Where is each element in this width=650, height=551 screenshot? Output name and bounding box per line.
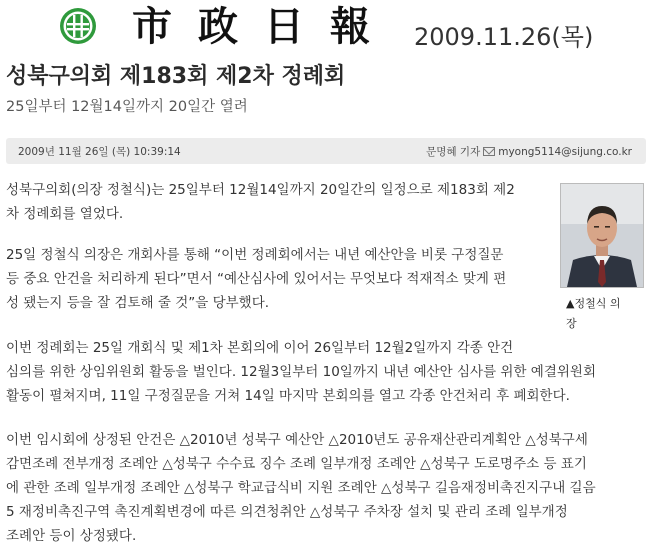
author-email[interactable]: myong5114@sijung.co.kr [498, 145, 632, 158]
paragraph-line: 차 정례회를 열었다. [6, 206, 124, 222]
portrait-illustration [561, 184, 643, 287]
article-subhead: 25일부터 12월14일까지 20일간 열려 [6, 99, 248, 115]
paragraph-line: 감면조례 전부개정 조례안 △성북구 수수료 징수 조례 일부개정 조례안 △성북구 도로명주소 등 표기 [6, 456, 587, 472]
article-dateline: 2009년 11월 26일 (목) 10:39:14 [18, 146, 181, 158]
paragraph-line: 이번 임시회에 상정된 안건은 △2010년 성북구 예산안 △2010년도 공유재산관리계획안 △성북구세 [6, 432, 588, 448]
paragraph-line: 등 중요 안건을 처리하게 된다”면서 “예산심사에 있어서는 무엇보다 적재적소 맞게 편 [6, 271, 507, 287]
paragraph-line: 성 됐는지 등을 잘 검토해 줄 것”을 당부했다. [6, 295, 270, 311]
paragraph-line: 활동이 펼쳐지며, 11일 구정질문을 거쳐 14일 마지막 본회의를 열고 각종 안건처리 후 폐회한다. [6, 388, 570, 404]
issue-date: 2009.11.26(목) [414, 23, 594, 51]
mail-icon[interactable] [483, 147, 495, 156]
paragraph-3 [6, 336, 596, 408]
paragraph-line: 이번 정례회는 25일 개회식 및 제1차 본회의에 이어 26일부터 12월2일까지 각종 안건 [6, 340, 514, 356]
paragraph-line: 심의를 위한 상임위원회 활동을 벌인다. 12월3일부터 10일까지 내년 예산안 심사를 위한 예결위원회 [6, 364, 596, 380]
masthead [0, 0, 650, 60]
paper-name: 市政日報 [132, 3, 396, 50]
paragraph-line: 조례안 등이 상정됐다. [6, 528, 137, 544]
article-byline [426, 144, 632, 159]
paragraph-1 [6, 178, 515, 226]
paragraph-line: 5 재정비촉진구역 촉진계획변경에 따른 의견청취안 △성북구 주차장 설치 및 관리 조례 일부개정 [6, 504, 568, 520]
article-meta-bar [6, 138, 646, 164]
caption-line: 장 [566, 317, 577, 330]
paragraph-line: 성북구의회(의장 정철식)는 25일부터 12월14일까지 20일간의 일정으로 제183회 제2 [6, 182, 515, 198]
caption-line: ▲정철식 의 [566, 297, 621, 310]
article-headline: 성북구의회 제183회 제2차 정례회 [6, 64, 346, 89]
portrait-photo [560, 183, 644, 288]
seal-logo [58, 6, 98, 46]
paragraph-2 [6, 243, 506, 315]
author-name: 문명혜 기자 [426, 146, 481, 158]
paragraph-4 [6, 428, 596, 548]
photo-caption [566, 294, 646, 334]
paragraph-line: 25일 정철식 의장은 개회사를 통해 “이번 정례회에서는 내년 예산안을 비롯 구정질문 [6, 247, 504, 263]
paragraph-line: 에 관한 조례 일부개정 조례안 △성북구 학교급식비 지원 조례안 △성북구 길음재정비촉진지구내 길음 [6, 480, 596, 496]
